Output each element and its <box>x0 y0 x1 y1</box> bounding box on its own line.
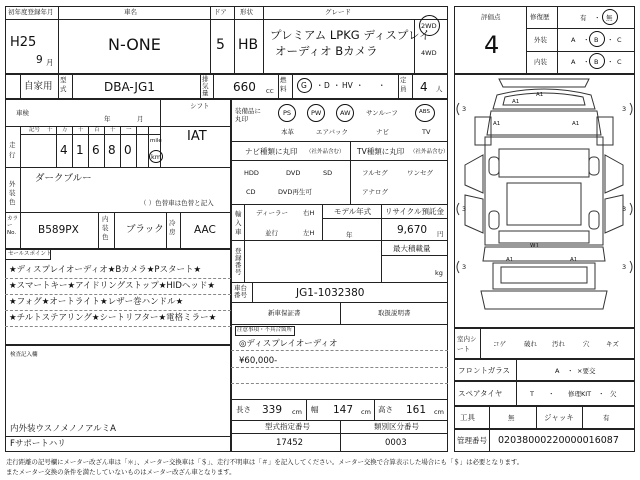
tv-header-sub: （社外品含む） <box>410 149 449 155</box>
front-glass-a: A <box>555 367 560 375</box>
fuel-sep: ・ <box>333 81 341 90</box>
bracket-num: 3 <box>462 205 467 213</box>
digit-head: 千 <box>78 127 84 133</box>
digit-head: 十 <box>47 127 53 133</box>
ext-sep: ・ <box>607 36 614 44</box>
displacement-label: 排気量 <box>202 75 209 97</box>
tv-type: ワンセグ <box>407 169 433 177</box>
navi-header-sub: （社外品含む） <box>306 149 345 155</box>
drive-4wd: 4WD <box>421 49 437 57</box>
sales-point-label: セールスポイント <box>8 251 52 257</box>
repair-yes: 有 <box>580 14 587 22</box>
equip-pw: PW <box>311 109 322 117</box>
capacity: 4 <box>420 80 428 94</box>
fuel-g: G <box>301 81 307 90</box>
damage-mark: A1 <box>572 121 580 127</box>
notes-line: ◎ディスプレイオーディオ <box>239 339 338 349</box>
height-unit: cm <box>434 408 444 416</box>
score-label: 評価点 <box>481 13 501 21</box>
color-no-label: カラーNo. <box>7 216 19 236</box>
unit-km: km <box>151 153 162 161</box>
interior-sheet-label: 室内シート <box>457 335 477 353</box>
front-glass-sep: ・ <box>567 367 574 375</box>
front-glass-replace: ×要交 <box>577 367 596 375</box>
equip-navi: ナビ <box>376 128 389 136</box>
jack-label: ジャッキ <box>544 413 574 422</box>
int-a: A <box>571 58 576 66</box>
repair-sep: ・ <box>594 14 601 22</box>
fuel-sep: ・ <box>316 81 324 90</box>
reg-month-unit: 月 <box>46 58 54 67</box>
car-name-label: 車名 <box>124 8 137 16</box>
ext-c: C <box>617 36 622 44</box>
tv-type: アナログ <box>362 188 388 196</box>
dealer: ディーラー <box>256 209 288 217</box>
capacity-unit: 人 <box>436 85 443 93</box>
interior-color: ブラック <box>126 224 164 235</box>
inspection-month-unit: 月 <box>137 115 144 123</box>
width-label: 幅 <box>311 405 319 414</box>
equip-airbag: エアバック <box>316 128 348 136</box>
odo-digit: 8 <box>108 143 116 157</box>
bracket-num: 3 <box>462 263 467 271</box>
int-c: C <box>617 58 622 66</box>
int-sep: ・ <box>583 58 590 66</box>
manage-label: 管理番号 <box>457 436 487 445</box>
odo-digit: 0 <box>124 143 132 157</box>
doors: 5 <box>216 37 225 53</box>
spare-t: T <box>530 390 534 398</box>
reg-no-label: 登録番号 <box>235 247 242 276</box>
int-b: B <box>594 58 599 66</box>
exterior-label: 外装色 <box>9 180 16 206</box>
damage-mark: A1 <box>536 92 544 98</box>
bracket-num: 3 <box>622 205 627 213</box>
bracket-num: 3 <box>462 105 467 113</box>
damage-mark: W1 <box>530 243 539 249</box>
reg-year: H25 <box>10 35 37 50</box>
fuel-sep: ・ <box>356 81 364 90</box>
exterior-color: ダークブルー <box>35 173 92 184</box>
equip-ps: PS <box>283 109 292 117</box>
grade-line2: オーディオ Bカメラ <box>275 44 378 58</box>
int-grade-label: 内装 <box>534 58 547 66</box>
digit-head: 万 <box>62 127 68 133</box>
repair-label: 修復歴 <box>530 13 550 21</box>
category-label: 類別区分番号 <box>374 422 419 431</box>
digit-head: 十 <box>110 127 116 133</box>
navi-header: ナビ種類に丸印 <box>245 147 298 156</box>
recycle-value: 9,670 <box>397 224 428 236</box>
equip-sunroof: サンルーフ <box>366 109 398 117</box>
sales-point: ★ディスプレイオーディオ★Bカメラ★Pスタート★ <box>9 265 202 275</box>
recycle-label: リサイクル預託金 <box>385 207 444 216</box>
interior-item: キズ <box>606 340 619 348</box>
color-no: B589PX <box>38 224 79 236</box>
manage-no: 02038000220000016087 <box>498 435 619 446</box>
model-label: 型式 <box>60 76 67 93</box>
equip-label-2: 丸印 <box>235 115 248 123</box>
length: 339 <box>262 404 283 416</box>
damage-mark: A1 <box>512 99 520 105</box>
spare-sep: ・ <box>548 390 555 398</box>
footer-note-1: 走行距離の記号欄にメーター改ざん車は「＊」、メーター交換車は「＄」、走行不明車は「＃」を記入してください。メーター交換で合算表示した場合にも「＄」は必要となります。 <box>6 458 524 466</box>
ac-label: 冷房 <box>169 219 176 236</box>
interior-color-label: 内装色 <box>102 215 109 241</box>
inspection-label: 車検 <box>16 109 29 117</box>
ext-grade-label: 外装 <box>534 36 547 44</box>
length-unit: cm <box>292 408 302 416</box>
spare-missing: 欠 <box>610 390 617 398</box>
navi-type: SD <box>323 169 333 177</box>
height: 161 <box>406 404 427 416</box>
equip-label-1: 装備品に <box>235 107 261 115</box>
fuel-d: D <box>324 81 330 90</box>
navi-type: HDD <box>244 169 259 177</box>
tool-value: 無 <box>508 414 515 422</box>
fuel-hv: HV <box>342 81 353 90</box>
door-label: ドア <box>214 8 227 16</box>
car-diagram <box>455 75 634 327</box>
category: 0003 <box>385 438 407 448</box>
tv-type: フルセグ <box>362 169 388 177</box>
displacement: 660 <box>233 80 256 94</box>
model-designation-label: 型式指定番号 <box>265 422 310 431</box>
bracket-num: 3 <box>622 263 627 271</box>
sales-point: ★チルトステアリング★シートリフター★電格ミラー★ <box>9 313 217 323</box>
fuel-label: 燃料 <box>280 76 287 93</box>
front-glass-label: フロントガラス <box>458 366 511 375</box>
spare-sep: ・ <box>598 390 605 398</box>
inspection-year-unit: 年 <box>104 115 111 123</box>
damage-mark: A1 <box>506 257 514 263</box>
odo-digit: 1 <box>76 143 84 157</box>
spare-kit: 修理KIT <box>568 390 592 398</box>
damage-mark: A1 <box>570 257 578 263</box>
model-year-label: モデル年式 <box>334 207 372 216</box>
manual: 取扱説明書 <box>378 309 411 317</box>
inspector-line: Fサポートハリ <box>10 439 66 449</box>
spare-label: スペアタイヤ <box>458 389 503 398</box>
interior-item: 穴 <box>583 340 590 348</box>
navi-type: DVD <box>286 169 301 177</box>
fuel-sep: ・ <box>378 81 386 90</box>
right-h: 右H <box>303 209 315 217</box>
tool-label: 工具 <box>460 413 475 422</box>
shape-label: 形状 <box>240 8 253 16</box>
grade-label: グレード <box>325 8 351 16</box>
model-year-unit: 年 <box>346 231 353 239</box>
ac: AAC <box>194 224 216 236</box>
reg-date-label: 初年度登録年月 <box>8 8 54 16</box>
width: 147 <box>333 404 354 416</box>
ext-b: B <box>594 36 599 44</box>
use-type: 自家用 <box>24 81 53 92</box>
sales-point: ★スマートキー★アイドリングストップ★HIDヘッド★ <box>9 281 215 291</box>
reg-month: 9 <box>36 54 43 66</box>
odo-label: 記号 <box>29 127 41 133</box>
equip-leather: 本革 <box>281 128 294 136</box>
digit-head: 百 <box>94 127 100 133</box>
car-name: N-ONE <box>108 35 161 54</box>
sales-point: ★フォグ★オートライト★レザー巻ハンドル★ <box>9 297 184 307</box>
inspector-label: 検査記入欄 <box>10 352 38 358</box>
repair-none: 無 <box>606 14 613 22</box>
capacity-label: 定員 <box>400 76 407 93</box>
width-unit: cm <box>361 408 371 416</box>
notes-line: ¥60,000- <box>239 356 278 366</box>
odo-digit: 6 <box>92 143 100 157</box>
kg-unit: kg <box>435 269 443 277</box>
damage-mark: A1 <box>493 121 501 127</box>
model-designation: 17452 <box>276 438 304 448</box>
yen-unit: 円 <box>437 230 444 238</box>
cc-unit: CC <box>266 89 274 95</box>
length-label: 長さ <box>236 405 251 414</box>
interior-item: コゲ <box>493 340 506 348</box>
max-load-label: 最大積載量 <box>393 244 431 253</box>
drive-2wd: 2WD <box>421 22 437 30</box>
left-h: 左H <box>303 229 315 237</box>
tv-header: TV種類に丸印 <box>357 147 405 156</box>
new-warranty: 新車保証書 <box>268 309 301 317</box>
inspector-line: 内外装ウスノメノノアルミA <box>10 424 116 434</box>
ext-sep: ・ <box>583 36 590 44</box>
mileage-label: 走行 <box>9 141 16 159</box>
color-change-note: （ ）色替車は色替と記入 <box>140 199 214 207</box>
jack-value: 有 <box>603 414 610 422</box>
notes-label: 注意事項・不具合箇所 <box>237 327 293 333</box>
shape: HB <box>238 37 259 53</box>
odo-digit: 4 <box>60 143 68 157</box>
import-label: 輸入車 <box>235 210 242 236</box>
navi-type: CD <box>246 188 256 196</box>
frame-no: JG1-1032380 <box>296 287 365 299</box>
bracket-num: 3 <box>622 105 627 113</box>
equip-abs: ABS <box>419 109 430 115</box>
footer-note-2: またメーター交換の条件を満たしていないものはメーター改ざん車となります。 <box>6 468 236 476</box>
interior-item: 汚れ <box>552 340 565 348</box>
shift: IAT <box>187 129 207 144</box>
equip-aw: AW <box>340 109 351 117</box>
interior-item: 破れ <box>524 340 537 348</box>
digit-head: 一 <box>126 127 132 133</box>
score-value: 4 <box>484 31 500 59</box>
int-sep: ・ <box>607 58 614 66</box>
shift-label: シフト <box>190 102 210 110</box>
unit-mile: mile <box>150 138 162 144</box>
parallel: 並行 <box>265 229 278 237</box>
ext-a: A <box>571 36 576 44</box>
grade-line1: プレミアム LPKG ディスプレイ <box>270 28 431 42</box>
equip-tv: TV <box>422 128 431 136</box>
navi-type: DVD再生可 <box>278 188 312 196</box>
model: DBA-JG1 <box>104 80 155 94</box>
frame-label: 車台番号 <box>234 284 247 299</box>
height-label: 高さ <box>378 405 393 414</box>
